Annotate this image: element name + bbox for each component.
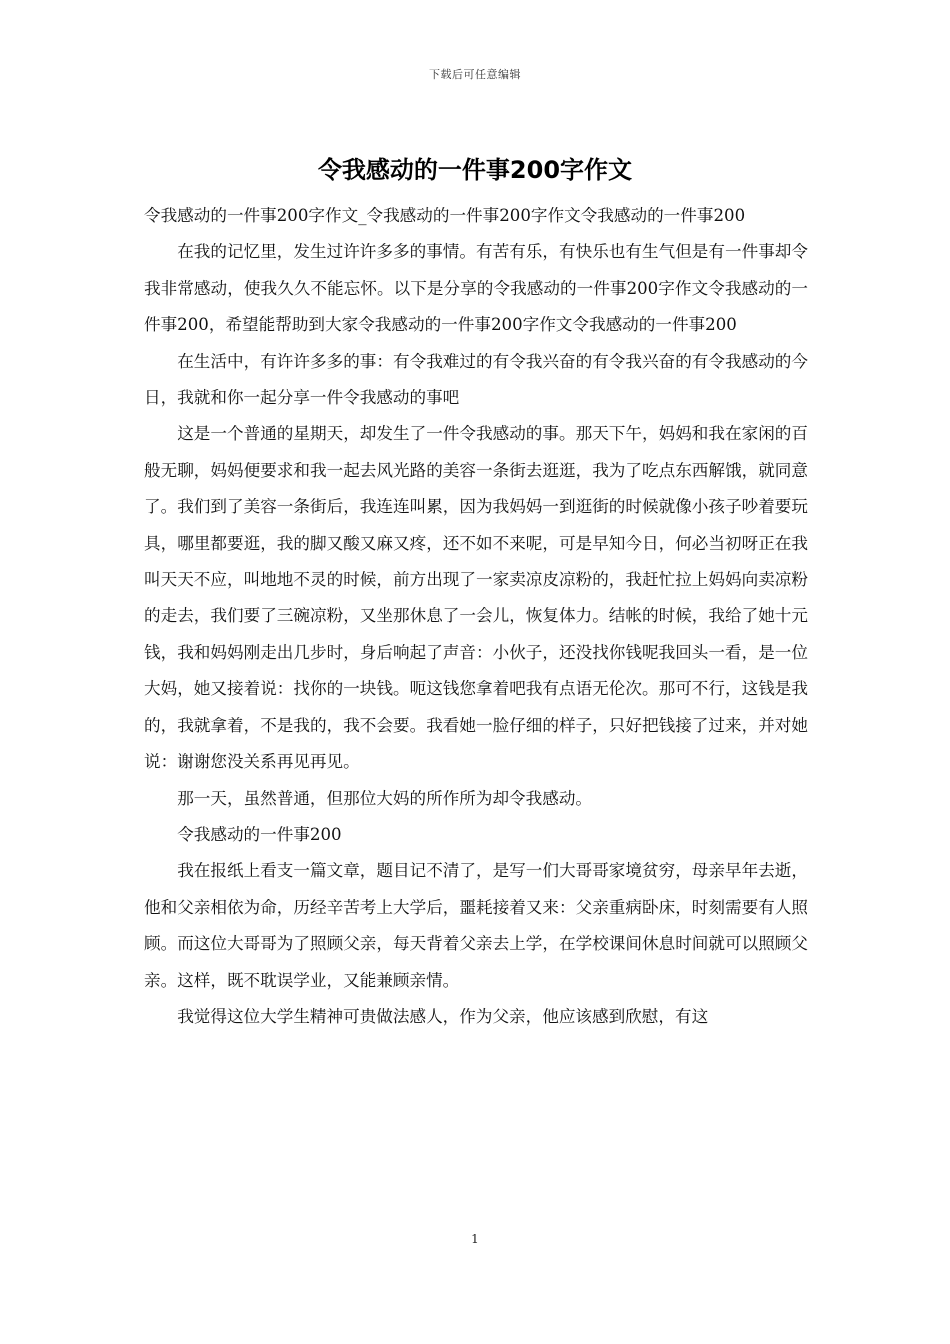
paragraph: 我在报纸上看支一篇文章，题目记不清了，是写一们大哥哥家境贫穷，母亲早年去逝，他和父亲相依为命，历经辛苦考上大学后，噩耗接着又来：父亲重病卧床，时刻需要有人照顾。而这位大哥哥为了照顾父亲，每天背着父亲去上学，在学校课间休息时间就可以照顾父亲。这样，既不耽误学业，又能兼顾亲情。 [144, 861, 808, 990]
document-title: 令我感动的一件事200字作文 [317, 156, 633, 184]
paragraph: 在生活中，有许许多多的事：有令我难过的有令我兴奋的有令我兴奋的有令我感动的今日，我就和你一起分享一件令我感动的事吧 [144, 351, 808, 408]
page-number: 1 [471, 1232, 479, 1246]
paragraph: 那一天，虽然普通，但那位大妈的所作所为却令我感动。 [177, 788, 593, 808]
page-header: 下载后可任意编辑 [429, 68, 521, 81]
intro-line: 令我感动的一件事200字作文_令我感动的一件事200字作文令我感动的一件事200 [144, 206, 746, 225]
section-heading: 令我感动的一件事200 [177, 824, 342, 844]
document-body [144, 198, 808, 1035]
paragraph: 这是一个普通的星期天，却发生了一件令我感动的事。那天下午，妈妈和我在家闲的百般无聊，妈妈便要求和我一起去风光路的美容一条街去逛逛，我为了吃点东西解饿，就同意了。我们到了美容一条街后，我连连叫累，因为我妈妈一到逛街的时候就像小孩子吵着要玩具，哪里都要逛，我的脚又酸又麻又疼，还不如不来呢，可是早知今日，何必当初呀正在我叫天天不应，叫地地不灵的时候，前方出现了一家卖凉皮凉粉的，我赶忙拉上妈妈向卖凉粉的走去，我们要了三碗凉粉，又坐那休息了一会儿，恢复体力。结帐的时候，我给了她十元钱，我和妈妈刚走出几步时，身后响起了声音：小伙子，还没找你钱呢我回头一看，是一位大妈，她又接着说：找你的一块钱。呃这钱您拿着吧我有点语无伦次。那可不行，这钱是我的，我就拿着，不是我的，我不会要。我看她一脸仔细的样子，只好把钱接了过来，并对她说：谢谢您没关系再见再见。 [144, 424, 808, 772]
paragraph: 在我的记忆里，发生过许许多多的事情。有苦有乐，有快乐也有生气但是有一件事却令我非常感动，使我久久不能忘怀。以下是分享的令我感动的一件事200字作文令我感动的一件事200，希望能帮助到大家令我感动的一件事200字作文令我感动的一件事200 [144, 242, 808, 335]
paragraph: 我觉得这位大学生精神可贵做法感人，作为父亲，他应该感到欣慰，有这 [177, 1006, 709, 1026]
